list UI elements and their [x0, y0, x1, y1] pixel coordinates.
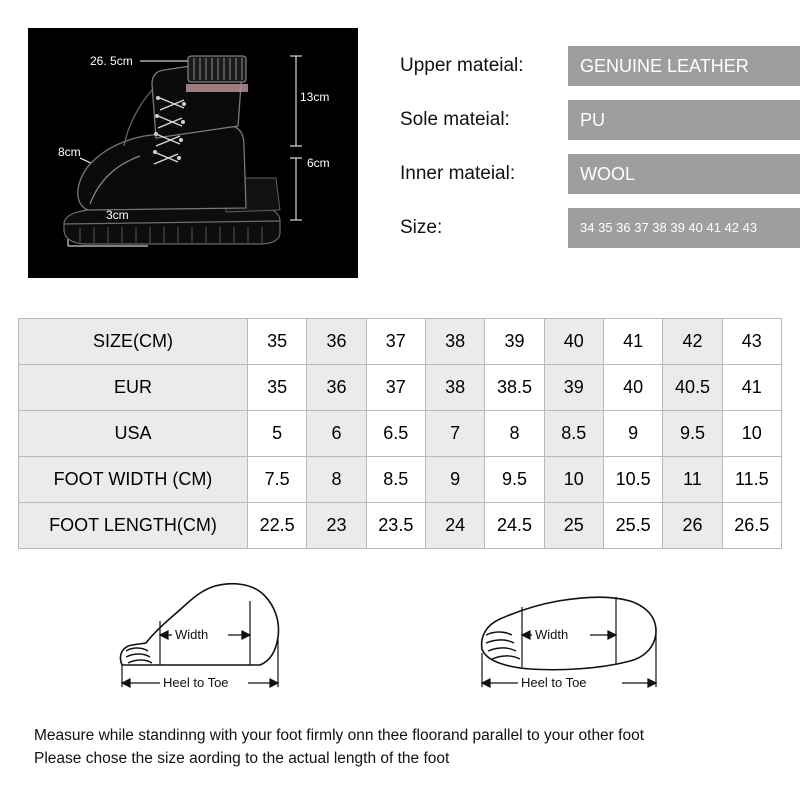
spec-row-size [400, 208, 800, 248]
row-header-eur: EUR [19, 365, 248, 411]
cell-eur-3: 38 [425, 365, 484, 411]
foot-measurement-diagrams [0, 565, 800, 710]
row-header-foot-width: FOOT WIDTH (CM) [19, 457, 248, 503]
cell-eur-1: 36 [307, 365, 366, 411]
product-image [28, 28, 358, 278]
spec-row-inner-material [400, 154, 800, 194]
cell-size-cm-2: 37 [366, 319, 425, 365]
cell-size-cm-4: 39 [485, 319, 544, 365]
note-line-1: Measure while standinng with your foot firmly onn thee floorand parallel to your other foot [34, 727, 645, 744]
table-row [19, 365, 782, 411]
cell-usa-6: 9 [603, 411, 662, 457]
row-header-size-cm: SIZE(CM) [19, 319, 248, 365]
cell-foot-width-1: 8 [307, 457, 366, 503]
spec-row-sole-material [400, 100, 800, 140]
measurement-notes [34, 724, 800, 771]
spec-label-sole-material: Sole mateial: [400, 109, 510, 130]
cell-size-cm-0: 35 [248, 319, 307, 365]
spec-value-upper-material: GENUINE LEATHER [568, 46, 800, 86]
dimension-shaft-circumference: 26. 5cm [90, 54, 133, 68]
cell-eur-5: 39 [544, 365, 603, 411]
cell-foot-width-8: 11.5 [722, 457, 781, 503]
cell-eur-2: 37 [366, 365, 425, 411]
size-chart-table [18, 318, 782, 549]
spec-label-upper-material: Upper mateial: [400, 55, 524, 76]
cell-usa-3: 7 [425, 411, 484, 457]
cell-foot-length-0: 22.5 [248, 503, 307, 549]
cell-eur-4: 38.5 [485, 365, 544, 411]
right-foot-length-label: Heel to Toe [518, 675, 590, 690]
cell-foot-width-5: 10 [544, 457, 603, 503]
specification-list [358, 18, 800, 300]
note-line-2: Please chose the size aording to the actual length of the foot [34, 750, 450, 768]
cell-foot-length-6: 25.5 [603, 503, 662, 549]
cell-size-cm-5: 40 [544, 319, 603, 365]
cell-foot-width-7: 11 [663, 457, 722, 503]
cell-foot-length-4: 24.5 [485, 503, 544, 549]
cell-usa-2: 6.5 [366, 411, 425, 457]
row-header-usa: USA [19, 411, 248, 457]
cell-eur-7: 40.5 [663, 365, 722, 411]
dimension-heel-height: 6cm [307, 156, 330, 170]
cell-size-cm-1: 36 [307, 319, 366, 365]
spec-label-size: Size: [400, 217, 443, 238]
cell-usa-4: 8 [485, 411, 544, 457]
dimension-platform-height: 3cm [106, 208, 129, 222]
dimension-toe-width: 8cm [58, 145, 81, 159]
row-header-foot-length: FOOT LENGTH(CM) [19, 503, 248, 549]
spec-value-inner-material: WOOL [568, 154, 800, 194]
cell-foot-width-3: 9 [425, 457, 484, 503]
cell-size-cm-8: 43 [722, 319, 781, 365]
right-foot-diagram [470, 565, 700, 710]
table-row [19, 319, 782, 365]
cell-foot-width-6: 10.5 [603, 457, 662, 503]
cell-foot-length-3: 24 [425, 503, 484, 549]
cell-usa-7: 9.5 [663, 411, 722, 457]
cell-usa-1: 6 [307, 411, 366, 457]
cell-eur-8: 41 [722, 365, 781, 411]
cell-eur-6: 40 [603, 365, 662, 411]
top-section [0, 0, 800, 300]
cell-usa-5: 8.5 [544, 411, 603, 457]
cell-foot-width-4: 9.5 [485, 457, 544, 503]
boot-illustration [28, 28, 358, 278]
cell-foot-length-5: 25 [544, 503, 603, 549]
cell-size-cm-7: 42 [663, 319, 722, 365]
cell-size-cm-3: 38 [425, 319, 484, 365]
cell-foot-length-2: 23.5 [366, 503, 425, 549]
cell-foot-width-0: 7.5 [248, 457, 307, 503]
table-row [19, 503, 782, 549]
left-foot-diagram [100, 565, 330, 710]
cell-foot-length-1: 23 [307, 503, 366, 549]
spec-label-inner-material: Inner mateial: [400, 163, 516, 184]
cell-foot-width-2: 8.5 [366, 457, 425, 503]
dimension-shaft-height: 13cm [300, 90, 330, 104]
cell-foot-length-7: 26 [663, 503, 722, 549]
spec-value-sole-material: PU [568, 100, 800, 140]
table-row [19, 457, 782, 503]
spec-row-upper-material [400, 46, 800, 86]
cell-usa-0: 5 [248, 411, 307, 457]
right-foot-width-label: Width [532, 627, 571, 642]
cell-eur-0: 35 [248, 365, 307, 411]
cell-size-cm-6: 41 [603, 319, 662, 365]
spec-value-size: 34 35 36 37 38 39 40 41 42 43 [568, 208, 800, 248]
cell-foot-length-8: 26.5 [722, 503, 781, 549]
cell-usa-8: 10 [722, 411, 781, 457]
left-foot-length-label: Heel to Toe [160, 675, 232, 690]
left-foot-width-label: Width [172, 627, 211, 642]
table-row [19, 411, 782, 457]
